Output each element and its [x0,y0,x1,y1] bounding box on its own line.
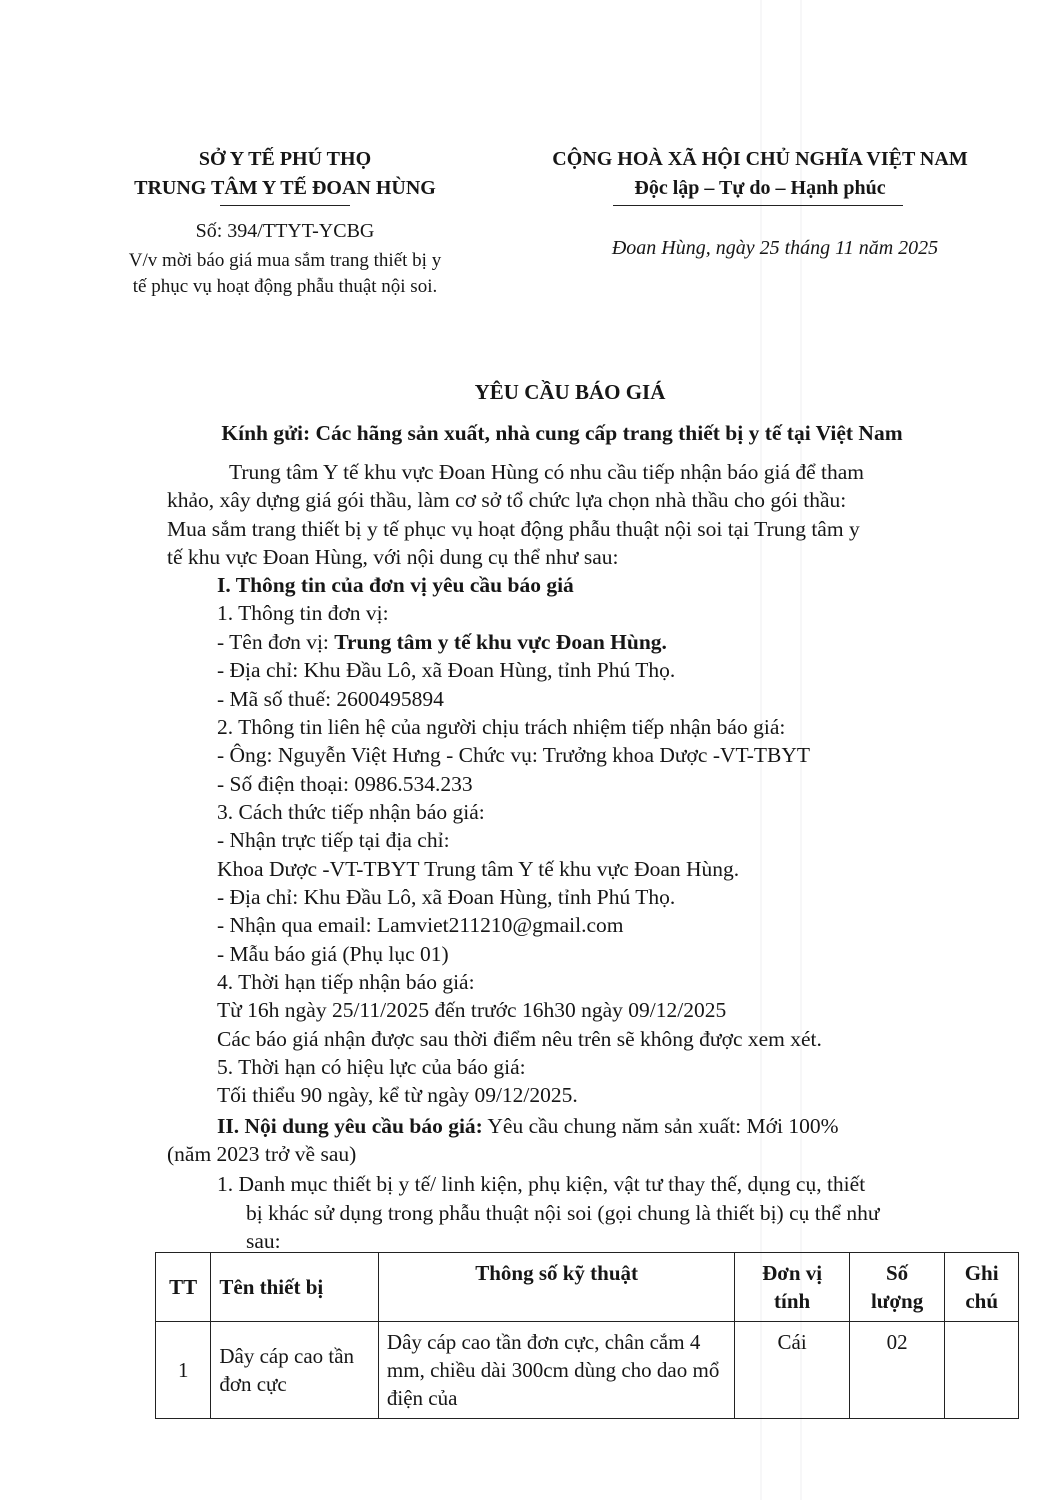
quote-form: - Mẫu báo giá (Phụ lục 01) [217,942,449,966]
table-row [156,1322,1019,1419]
col-header-name: Tên thiết bị [211,1253,379,1322]
deadline-range: Từ 16h ngày 25/11/2025 đến trước 16h30 ngày 09/12/2025 [217,998,727,1022]
contact-heading: 2. Thông tin liên hệ của người chịu trách nhiệm tiếp nhận báo giá: [217,715,786,739]
equipment-table [155,1252,1019,1419]
col-header-unit: Đơn vị tính [735,1253,850,1322]
unit-name-label: - Tên đơn vị: [217,630,335,654]
col-header-tt: TT [156,1253,211,1322]
col-header-qty: Số lượng [849,1253,944,1322]
deadline-note: Các báo giá nhận được sau thời điểm nêu trên sẽ không được xem xét. [217,1027,822,1051]
section-1-heading: I. Thông tin của đơn vị yêu cầu báo giá [217,573,574,597]
cell-name: Dây cáp cao tần đơn cực [211,1322,379,1419]
item-list-line: 1. Danh mục thiết bị y tế/ linh kiện, phụ kiện, vật tư thay thế, dụng cụ, thiết [217,1172,866,1196]
intro-line: Trung tâm Y tế khu vực Đoan Hùng có nhu cầu tiếp nhận báo giá để tham [229,460,865,484]
deadline-heading: 4. Thời hạn tiếp nhận báo giá: [217,970,475,994]
section-2-heading-line [217,1112,839,1140]
document-number: Số: 394/TTYT-YCBG [195,220,375,242]
contact-person: - Ông: Nguyễn Việt Hưng - Chức vụ: Trưởng khoa Dược -VT-TBYT [217,743,810,767]
cell-unit: Cái [735,1322,850,1419]
page-title: YÊU CẦU BÁO GIÁ [474,380,666,404]
receipt-address: - Địa chỉ: Khu Đầu Lô, xã Đoan Hùng, tỉnh Phú Thọ. [217,885,676,909]
cell-spec: Dây cáp cao tần đơn cực, chân cắm 4 mm, chiều dài 300cm dùng cho dao mổ điện của [378,1322,734,1419]
document-date: Đoan Hùng, ngày 25 tháng 11 năm 2025 [611,237,939,259]
col-header-note: Ghi chú [945,1253,1019,1322]
col-header-spec: Thông số kỹ thuật [378,1253,734,1322]
header-left-underline [220,205,350,206]
cell-note [945,1322,1019,1419]
subject-line-2: tế phục vụ hoạt động phẫu thuật nội soi. [132,276,438,297]
intro-line: tế khu vực Đoan Hùng, với nội dung cụ thể như sau: [167,545,619,569]
tax-code: - Mã số thuế: 2600495894 [217,687,444,711]
item-list-line: bị khác sử dụng trong phẫu thuật nội soi (gọi chung là thiết bị) cụ thể như [246,1201,880,1225]
subject-line-1: V/v mời báo giá mua sắm trang thiết bị y [128,250,442,271]
unit-name-value: Trung tâm y tế khu vực Đoan Hùng. [334,630,667,654]
receipt-email: - Nhận qua email: Lamviet211210@gmail.com [217,913,624,937]
department-name: SỞ Y TẾ PHÚ THỌ [198,148,372,170]
intro-line: Mua sắm trang thiết bị y tế phục vụ hoạt động phẫu thuật nội soi tại Trung tâm y [167,517,860,541]
country-name: CỘNG HOÀ XÃ HỘI CHỦ NGHĨA VIỆT NAM [552,148,968,170]
section-2-requirement: Yêu cầu chung năm sản xuất: Mới 100% [482,1114,839,1138]
item-list-line: sau: [246,1229,281,1253]
unit-info-heading: 1. Thông tin đơn vị: [217,601,389,625]
receipt-department: Khoa Dược -VT-TBYT Trung tâm Y tế khu vực Đoan Hùng. [217,857,740,881]
receipt-method-heading: 3. Cách thức tiếp nhận báo giá: [217,800,485,824]
section-2-continuation: (năm 2023 trở về sau) [167,1142,357,1166]
national-motto: Độc lập – Tự do – Hạnh phúc [634,177,886,199]
unit-name-line [217,628,667,656]
unit-address: - Địa chỉ: Khu Đầu Lô, xã Đoan Hùng, tỉnh Phú Thọ. [217,658,676,682]
receipt-direct: - Nhận trực tiếp tại địa chỉ: [217,828,450,852]
validity-heading: 5. Thời hạn có hiệu lực của báo giá: [217,1055,526,1079]
cell-qty: 02 [849,1322,944,1419]
table-header-row [156,1253,1019,1322]
recipient-line: Kính gửi: Các hãng sản xuất, nhà cung cấp trang thiết bị y tế tại Việt Nam [221,421,903,445]
intro-line: khảo, xây dựng giá gói thầu, làm cơ sở tổ chức lựa chọn nhà thầu cho gói thầu: [167,488,847,512]
section-2-heading: II. Nội dung yêu cầu báo giá: [217,1114,483,1138]
organization-name: TRUNG TÂM Y TẾ ĐOAN HÙNG [134,177,436,199]
header-right-underline [613,205,903,206]
validity-period: Tối thiểu 90 ngày, kể từ ngày 09/12/2025. [217,1083,578,1107]
contact-phone: - Số điện thoại: 0986.534.233 [217,772,473,796]
cell-tt: 1 [156,1322,211,1419]
